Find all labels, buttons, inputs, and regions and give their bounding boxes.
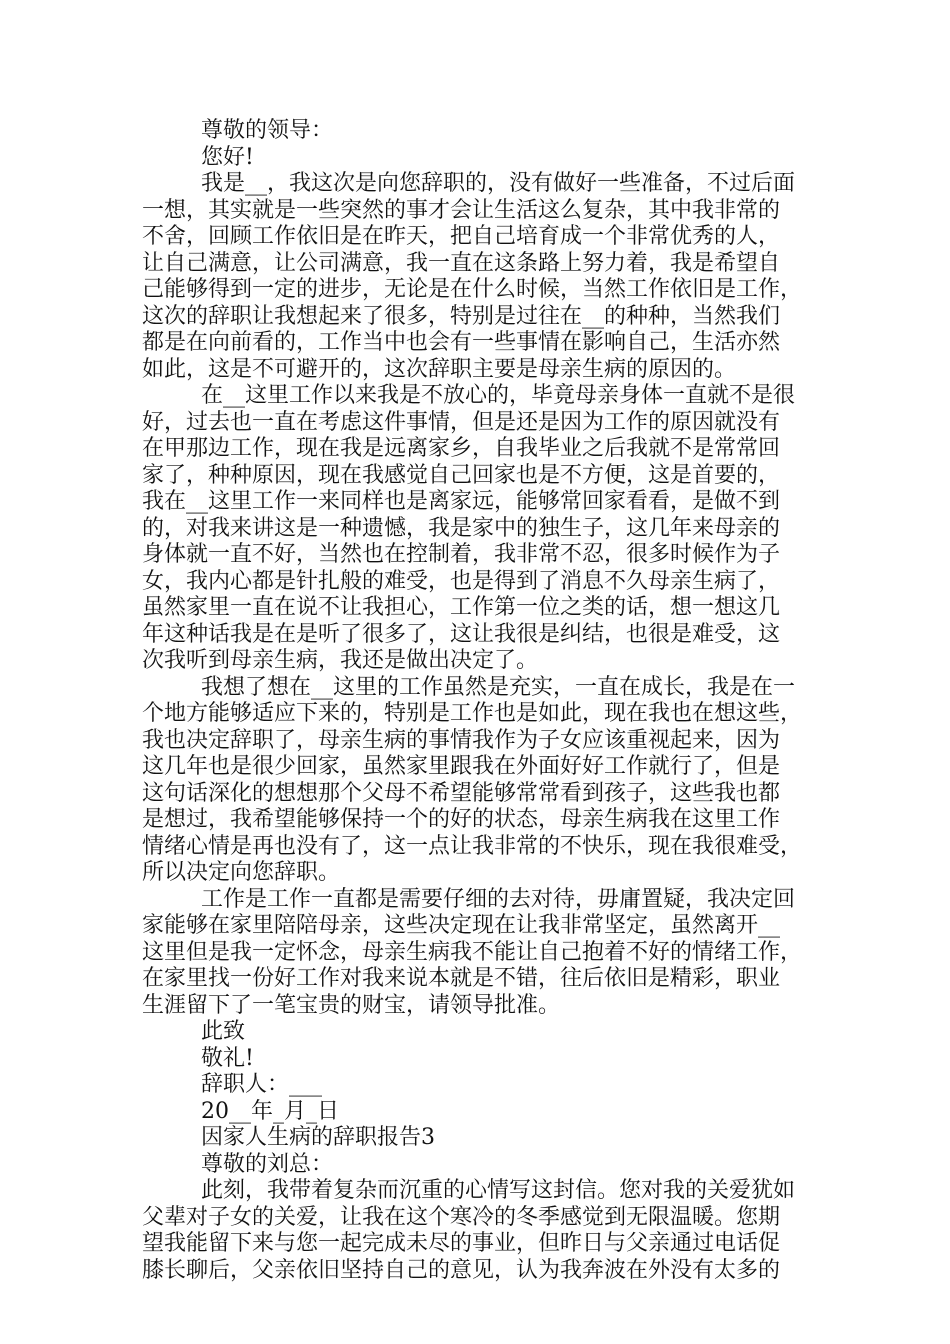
paragraph-line: 次我听到母亲生病，我还是做出决定了。 xyxy=(142,648,539,673)
paragraph-line: 年这种话我是在是听了很多了，这让我很是纠结，也很是难受，这 xyxy=(142,621,781,647)
paragraph-line: 虽然家里一直在说不让我担心，工作第一位之类的话，想一想这几 xyxy=(142,595,781,620)
paragraph-line: 在甲那边工作，现在我是远离家乡，自我毕业之后我就不是常常回 xyxy=(142,436,781,461)
paragraph-line: 家了，种种原因，现在我感觉自己回家也是不方便，这是首要的， xyxy=(142,462,781,488)
salutation: 尊敬的领导： xyxy=(201,118,334,143)
greeting-hello: 您好! xyxy=(201,144,254,170)
paragraph-line: 家能够在家里陪陪母亲，这些决定现在让我非常坚定，虽然离开__ xyxy=(142,913,781,938)
paragraph-line: 我是__，我这次是向您辞职的，没有做好一些准备，不过后面 xyxy=(201,171,796,196)
paragraph-line: 如此，这是不可避开的，这次辞职主要是母亲生病的原因的。 xyxy=(142,356,737,382)
paragraph-line: 生涯留下了一笔宝贵的财宝，请领导批准。 xyxy=(142,992,561,1018)
paragraph-line: 一想，其实就是一些突然的事才会让生活这么复杂，其中我非常的 xyxy=(142,197,781,223)
paragraph-line: 在__这里工作以来我是不放心的，毕竟母亲身体一直就不是很 xyxy=(201,383,796,408)
paragraph-line: 是想过，我希望能够保持一个的好的状态，母亲生病我在这里工作 xyxy=(142,807,781,832)
paragraph-line: 这次的辞职让我想起来了很多，特别是过往在__的种种，当然我们 xyxy=(142,303,781,329)
paragraph-line: 都是在向前看的，工作当中也会有一些事情在影响自己，生活亦然 xyxy=(142,330,781,355)
paragraph-line: 所以决定向您辞职。 xyxy=(142,860,341,885)
paragraph-line: 望我能留下来与您一起完成未尽的事业，但昨日与父亲通过电话促 xyxy=(142,1231,781,1256)
paragraph-line: 己能够得到一定的进步，无论是在什么时候，当然工作依旧是工作， xyxy=(142,277,803,302)
paragraph-line: 在家里找一份好工作对我来说本就是不错，往后依旧是精彩，职业 xyxy=(142,966,781,991)
section-title: 因家人生病的辞职报告3 xyxy=(201,1125,435,1150)
paragraph-line: 个地方能够适应下来的，特别是工作也是如此，现在我也在想这些， xyxy=(142,701,803,726)
paragraph-line: 工作是工作一直都是需要仔细的去对待，毋庸置疑，我决定回 xyxy=(201,886,796,912)
paragraph-line: 我也决定辞职了，母亲生病的事情我作为子女应该重视起来，因为 xyxy=(142,727,781,753)
paragraph-line: 身体就一直不好，当然也在控制着，我非常不忍，很多时候作为子 xyxy=(142,542,781,567)
closing-salute: 敬礼! xyxy=(201,1045,254,1071)
paragraph-line: 我想了想在__这里的工作虽然是充实，一直在成长，我是在一 xyxy=(201,674,796,700)
paragraph-line: 父辈对子女的关爱，让我在这个寒冷的冬季感觉到无限温暖。您期 xyxy=(142,1204,781,1230)
paragraph-line: 我在__这里工作一来同样也是离家远，能够常回家看看，是做不到 xyxy=(142,489,781,514)
paragraph-line: 不舍，回顾工作依旧是在昨天，把自己培育成一个非常优秀的人， xyxy=(142,224,781,249)
paragraph-line: 好，过去也一直在考虑这件事情，但是还是因为工作的原因就没有 xyxy=(142,409,781,435)
paragraph-line: 这几年也是很少回家，虽然家里跟我在外面好好工作就行了，但是 xyxy=(142,754,781,779)
closing-line: 此致 xyxy=(201,1019,246,1044)
paragraph-line: 女，我内心都是针扎般的难受，也是得到了消息不久母亲生病了， xyxy=(142,568,781,594)
paragraph-line: 情绪心情是再也没有了，这一点让我非常的不快乐，现在我很难受， xyxy=(142,833,803,859)
salutation: 尊敬的刘总： xyxy=(201,1151,334,1177)
paragraph-line: 的，对我来讲这是一种遗憾，我是家中的独生子，这几年来母亲的 xyxy=(142,515,781,541)
date-line: 20__年_月_日 xyxy=(201,1098,339,1124)
document-body xyxy=(142,118,822,1284)
paragraph-line: 此刻，我带着复杂而沉重的心情写这封信。您对我的关爱犹如 xyxy=(201,1178,796,1203)
paragraph-line: 让自己满意，让公司满意，我一直在这条路上努力着，我是希望自 xyxy=(142,250,781,276)
paragraph-line: 这句话深化的想想那个父母不希望能够常常看到孩子，这些我也都 xyxy=(142,780,781,806)
paragraph-line: 膝长聊后，父亲依旧坚持自己的意见，认为我奔波在外没有太多的 xyxy=(142,1257,781,1283)
paragraph-line: 这里但是我一定怀念，母亲生病我不能让自己抱着不好的情绪工作， xyxy=(142,939,803,965)
signer-line: 辞职人：___ xyxy=(201,1072,323,1097)
